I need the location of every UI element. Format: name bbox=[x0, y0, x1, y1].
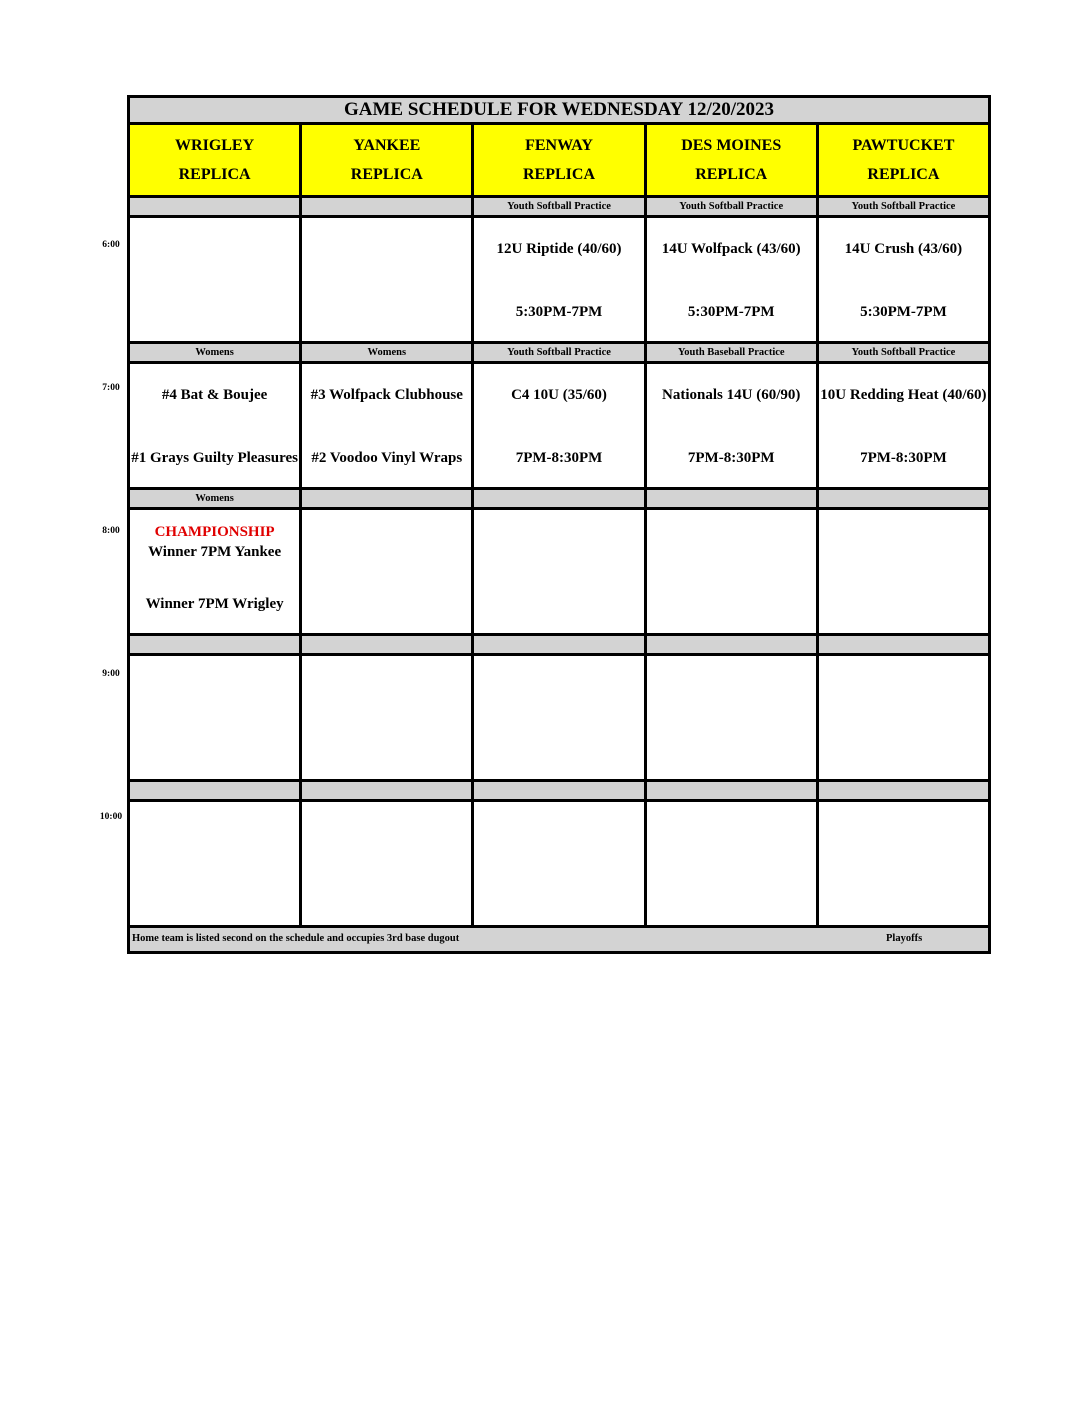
slot-label bbox=[130, 198, 302, 215]
game-cell bbox=[647, 218, 819, 341]
game-cell bbox=[647, 364, 819, 487]
field-sub: REPLICA bbox=[695, 165, 768, 183]
game-cell bbox=[819, 510, 988, 633]
slot-label: Womens bbox=[130, 344, 302, 361]
slot-label bbox=[647, 782, 819, 799]
game-line-2: #2 Voodoo Vinyl Wraps bbox=[311, 450, 463, 466]
slot-label bbox=[819, 782, 988, 799]
game-cell bbox=[474, 218, 646, 341]
slot-label bbox=[474, 490, 646, 507]
slot-label bbox=[130, 782, 302, 799]
game-cell bbox=[130, 364, 302, 487]
championship-team-1: Winner 7PM Yankee bbox=[148, 544, 282, 560]
game-line-2: 5:30PM-7PM bbox=[860, 304, 947, 320]
game-line-1: 14U Crush (43/60) bbox=[844, 241, 963, 257]
slot-label bbox=[647, 636, 819, 653]
slot-label: Youth Softball Practice bbox=[474, 198, 646, 215]
game-cell bbox=[474, 510, 646, 633]
game-line-1: 10U Redding Heat (40/60) bbox=[820, 387, 987, 403]
game-cell bbox=[130, 218, 302, 341]
game-cell bbox=[130, 656, 302, 779]
field-sub: REPLICA bbox=[867, 165, 940, 183]
game-cell bbox=[647, 510, 819, 633]
field-name: DES MOINES bbox=[681, 136, 782, 154]
field-fenway bbox=[474, 125, 646, 195]
slot-label: Youth Softball Practice bbox=[819, 198, 988, 215]
field-sub: REPLICA bbox=[178, 165, 251, 183]
field-sub: REPLICA bbox=[350, 165, 423, 183]
game-line-1: Nationals 14U (60/90) bbox=[662, 387, 801, 403]
field-sub: REPLICA bbox=[523, 165, 596, 183]
game-line-2: 7PM-8:30PM bbox=[687, 450, 775, 466]
game-line-1: C4 10U (35/60) bbox=[511, 387, 607, 403]
game-cell bbox=[302, 656, 474, 779]
slot-label: Youth Softball Practice bbox=[819, 344, 988, 361]
game-line-2: 7PM-8:30PM bbox=[515, 450, 603, 466]
playoffs-label: Playoffs bbox=[886, 933, 923, 944]
slot-label: Youth Softball Practice bbox=[474, 344, 646, 361]
slot-label bbox=[647, 490, 819, 507]
game-cell bbox=[130, 802, 302, 925]
slot-label bbox=[302, 198, 474, 215]
time-label: 9:00 bbox=[102, 669, 120, 679]
slot-label-row bbox=[130, 490, 988, 510]
slot-row bbox=[130, 510, 988, 636]
game-cell bbox=[474, 656, 646, 779]
footer-row bbox=[130, 928, 988, 951]
slot-label-row bbox=[130, 636, 988, 656]
slot-row bbox=[130, 656, 988, 782]
game-cell bbox=[819, 364, 988, 487]
slot-label bbox=[302, 782, 474, 799]
slot-label: Youth Softball Practice bbox=[647, 198, 819, 215]
slot-row bbox=[130, 218, 988, 344]
game-cell bbox=[474, 364, 646, 487]
game-cell bbox=[302, 218, 474, 341]
game-cell bbox=[647, 656, 819, 779]
field-yankee bbox=[302, 125, 474, 195]
slot-row bbox=[130, 364, 988, 490]
championship-label: CHAMPIONSHIP bbox=[154, 524, 275, 540]
game-line-1: 12U Riptide (40/60) bbox=[496, 241, 622, 257]
field-des-moines bbox=[647, 125, 819, 195]
slot-label: Youth Baseball Practice bbox=[647, 344, 819, 361]
game-cell bbox=[302, 802, 474, 925]
slot-label-row bbox=[130, 344, 988, 364]
game-cell bbox=[474, 802, 646, 925]
slot-label bbox=[302, 490, 474, 507]
game-line-1: #4 Bat & Boujee bbox=[161, 387, 268, 403]
slot-label-row bbox=[130, 198, 988, 218]
game-line-2: 5:30PM-7PM bbox=[687, 304, 775, 320]
game-line-1: #3 Wolfpack Clubhouse bbox=[310, 387, 463, 403]
championship-cell bbox=[130, 510, 302, 633]
time-label: 8:00 bbox=[102, 526, 120, 536]
slot-label bbox=[474, 636, 646, 653]
field-wrigley bbox=[130, 125, 302, 195]
time-label: 7:00 bbox=[102, 383, 120, 393]
game-cell bbox=[819, 802, 988, 925]
field-name: WRIGLEY bbox=[175, 136, 255, 154]
game-cell bbox=[819, 656, 988, 779]
game-line-2: #1 Grays Guilty Pleasures bbox=[131, 450, 298, 466]
field-pawtucket bbox=[819, 125, 988, 195]
game-cell bbox=[647, 802, 819, 925]
field-name: PAWTUCKET bbox=[852, 136, 955, 154]
slot-label bbox=[819, 636, 988, 653]
time-label: 6:00 bbox=[102, 240, 120, 250]
field-name: FENWAY bbox=[525, 136, 593, 154]
slot-label bbox=[302, 636, 474, 653]
footer-note: Home team is listed second on the schedule and occupies 3rd base dugout bbox=[132, 933, 460, 944]
schedule-title: GAME SCHEDULE FOR WEDNESDAY 12/20/2023 bbox=[130, 98, 988, 125]
game-line-2: 5:30PM-7PM bbox=[515, 304, 603, 320]
game-cell bbox=[819, 218, 988, 341]
slot-label bbox=[474, 782, 646, 799]
slot-label: Womens bbox=[130, 490, 302, 507]
game-cell bbox=[302, 510, 474, 633]
field-header-row bbox=[130, 125, 988, 198]
championship-team-2: Winner 7PM Wrigley bbox=[145, 596, 284, 612]
slot-label bbox=[819, 490, 988, 507]
game-line-2: 7PM-8:30PM bbox=[860, 450, 947, 466]
slot-label: Womens bbox=[302, 344, 474, 361]
slot-label bbox=[130, 636, 302, 653]
time-label: 10:00 bbox=[99, 812, 123, 822]
schedule-table bbox=[127, 95, 991, 954]
field-name: YANKEE bbox=[353, 136, 421, 154]
game-cell bbox=[302, 364, 474, 487]
slot-label-row bbox=[130, 782, 988, 802]
game-line-1: 14U Wolfpack (43/60) bbox=[661, 241, 801, 257]
slot-row bbox=[130, 802, 988, 928]
